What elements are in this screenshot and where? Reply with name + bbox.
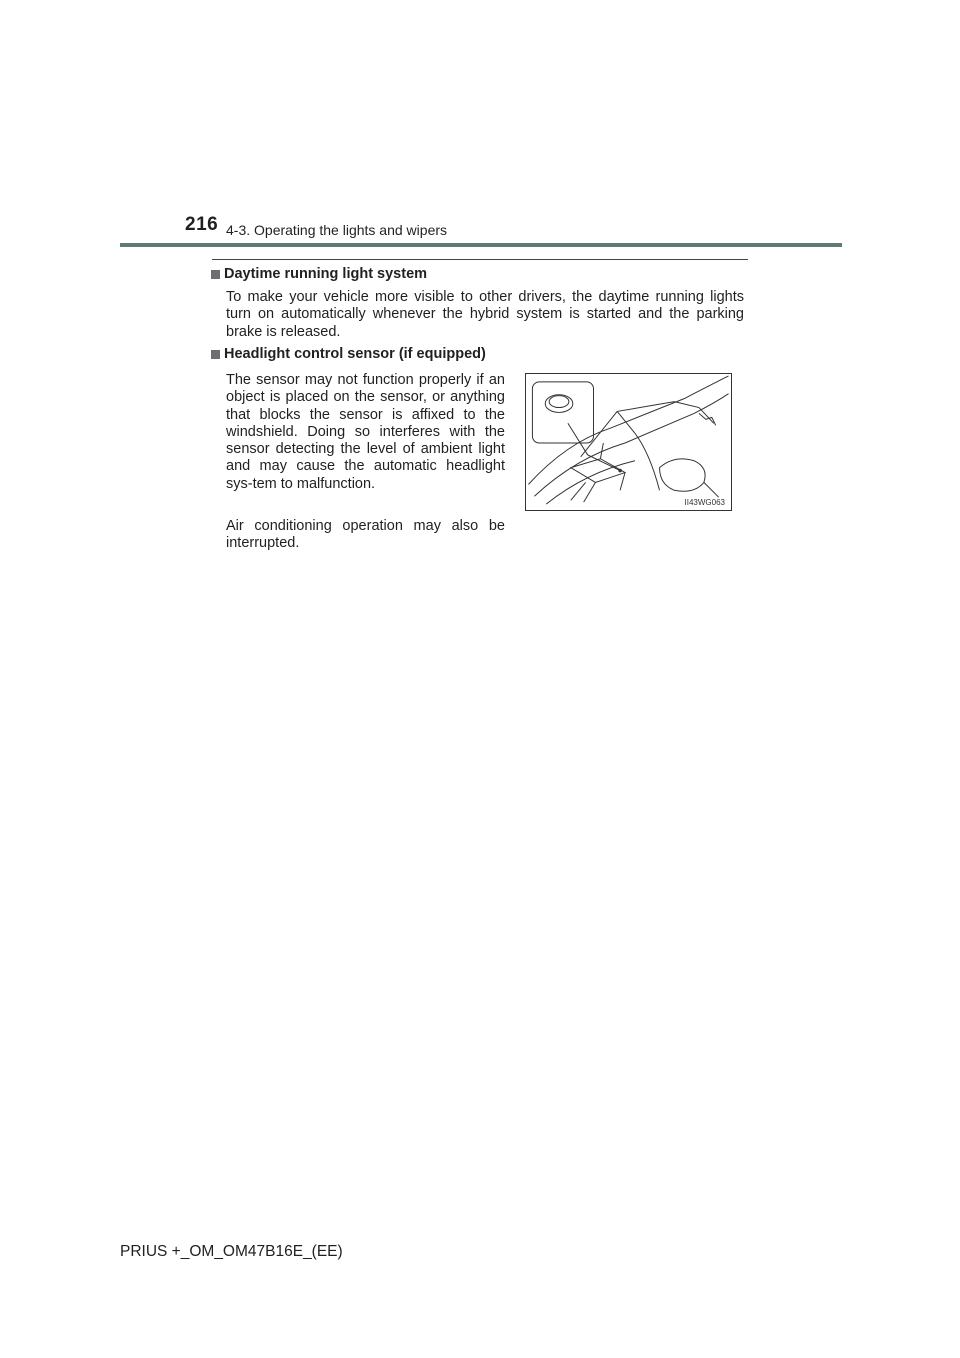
paragraph-air-conditioning: Air conditioning operation may also be interrupted. (226, 518, 505, 552)
page-number: 216 (185, 214, 219, 235)
footer-document-code: PRIUS +_OM_OM47B16E_(EE) (120, 1243, 343, 1260)
dashboard-windshield-icon (526, 374, 731, 510)
sensor-illustration (525, 373, 732, 511)
paragraph-sensor-warning: The sensor may not function properly if an object is placed on the sensor, or anything that blocks the sensor is affixed to the windshield. Doing so interferes with the sensor detecting the level of ambient light and may cause the automatic headlight sys-tem to malfunction. (226, 372, 505, 492)
section-title: 4-3. Operating the lights and wipers (226, 222, 448, 238)
heading-headlight-sensor (211, 346, 486, 362)
heading-daytime-running-light (211, 266, 427, 282)
heading-text: Headlight control sensor (if equipped) (224, 346, 486, 362)
bullet-square-icon (211, 270, 220, 279)
heading-text: Daytime running light system (224, 266, 428, 282)
figure-code-label: II43WG063 (684, 498, 725, 507)
content-divider (212, 259, 748, 260)
header-rule (120, 243, 842, 247)
bullet-square-icon (211, 350, 220, 359)
paragraph-daytime-running-light: To make your vehicle more visible to other drivers, the daytime running lights turn on automatically whenever the hybrid system is started and the parking brake is released. (226, 289, 744, 340)
